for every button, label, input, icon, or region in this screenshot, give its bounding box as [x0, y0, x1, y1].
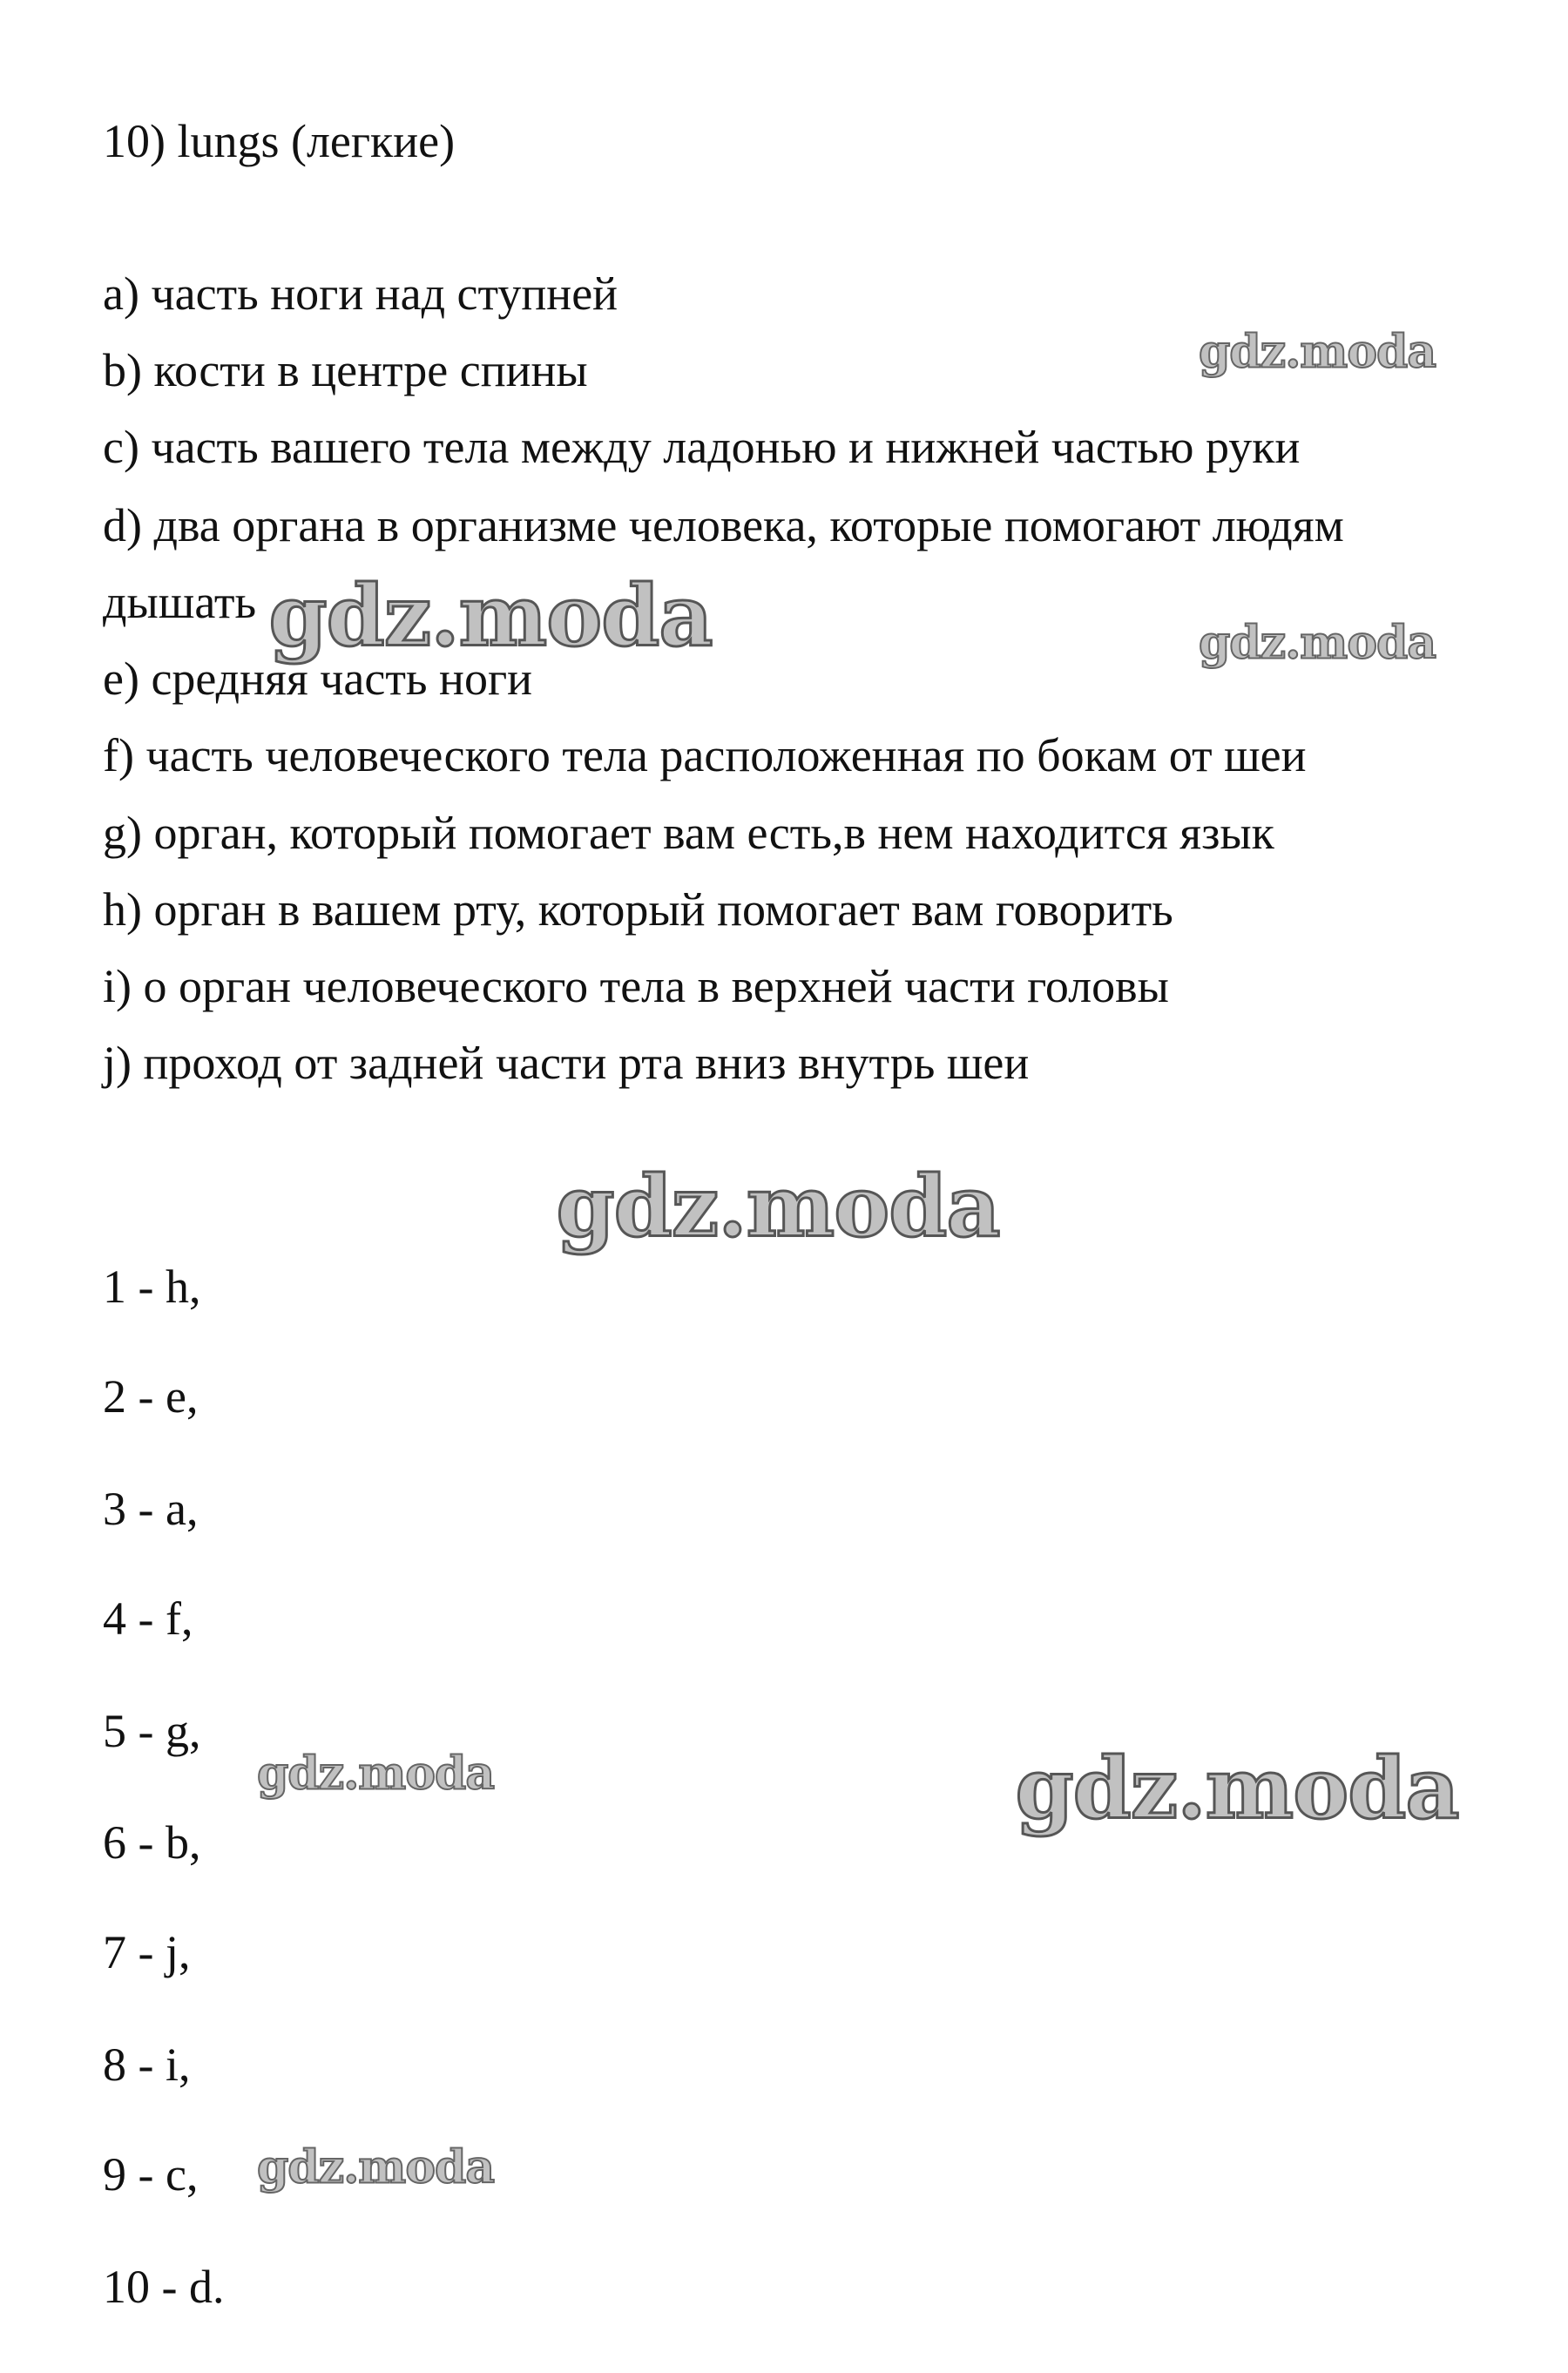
- answer-item: 10 - d.: [103, 2261, 225, 2313]
- watermark: gdz.moda: [1198, 325, 1436, 379]
- definition-a: a) часть ноги над ступней: [103, 267, 618, 320]
- answer-item: 5 - g,: [103, 1705, 201, 1757]
- answer-item: 3 - a,: [103, 1483, 199, 1535]
- heading: 10) lungs (легкие): [103, 115, 456, 167]
- watermark: gdz.moda: [256, 1747, 495, 1801]
- watermark: gdz.moda: [268, 566, 713, 666]
- watermark: gdz.moda: [256, 2140, 495, 2194]
- definition-d-continued: дышать: [103, 576, 257, 628]
- answer-item: 1 - h,: [103, 1261, 201, 1313]
- answer-item: 9 - c,: [103, 2148, 199, 2201]
- watermark: gdz.moda: [1015, 1739, 1459, 1838]
- watermark: gdz.moda: [556, 1157, 1000, 1256]
- definition-g: g) орган, который помогает вам есть,в нем находится язык: [103, 807, 1274, 859]
- definition-e: e) средняя часть ноги: [103, 652, 532, 705]
- definition-h: h) орган в вашем рту, который помогает вам говорить: [103, 883, 1173, 936]
- answer-item: 8 - i,: [103, 2038, 191, 2091]
- answer-item: 2 - e,: [103, 1370, 199, 1423]
- definition-c: c) часть вашего тела между ладонью и нижней частью руки: [103, 421, 1301, 473]
- answer-item: 6 - b,: [103, 1816, 201, 1869]
- answer-item: 7 - j,: [103, 1926, 191, 1978]
- definition-f: f) часть человеческого тела расположенная по бокам от шеи: [103, 729, 1307, 781]
- definition-d: d) два органа в организме человека, которые помогают людям: [103, 499, 1344, 551]
- answer-item: 4 - f,: [103, 1592, 193, 1645]
- watermark: gdz.moda: [1198, 616, 1436, 670]
- definition-b: b) кости в центре спины: [103, 344, 588, 396]
- definition-j: j) проход от задней части рта вниз внутрь шеи: [103, 1037, 1030, 1089]
- definition-i: i) о орган человеческого тела в верхней части головы: [103, 960, 1169, 1012]
